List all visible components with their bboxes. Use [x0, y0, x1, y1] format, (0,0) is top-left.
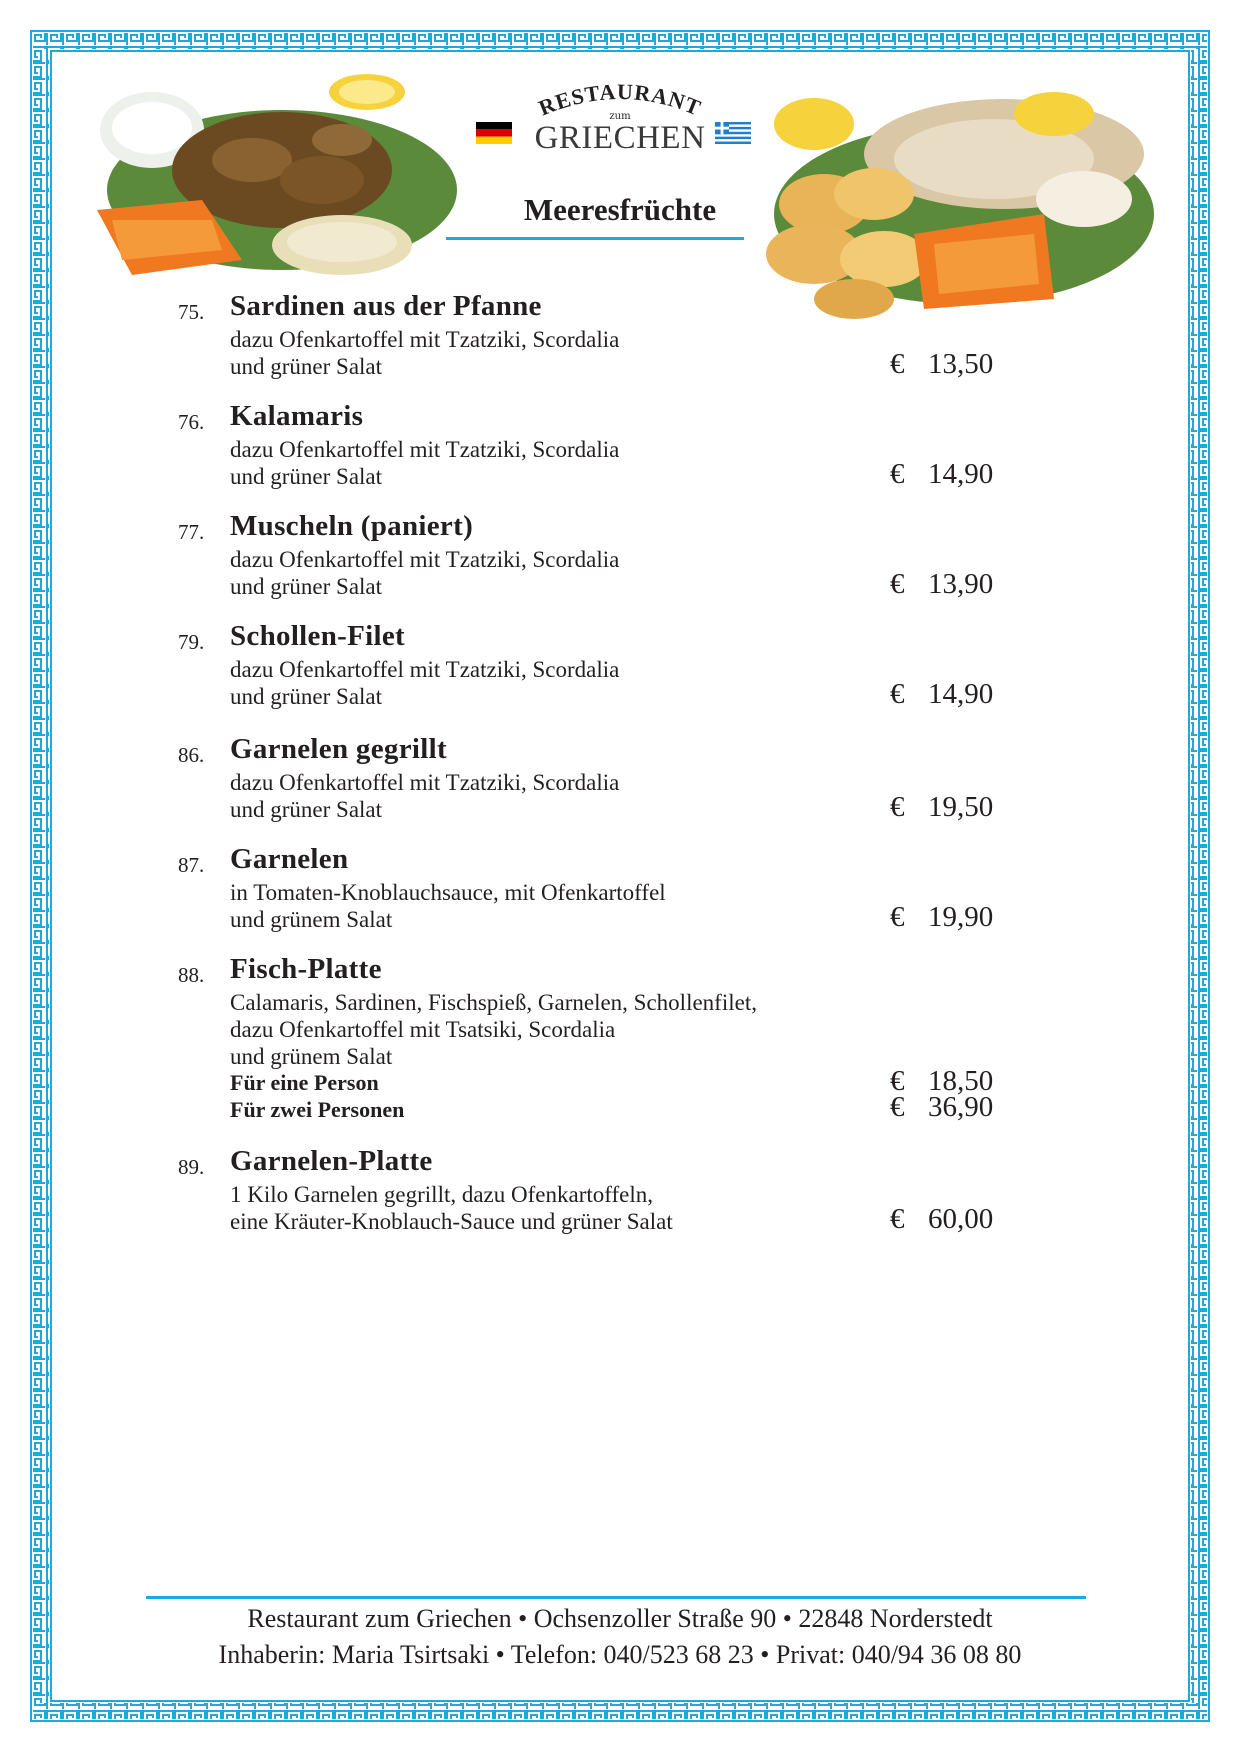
greek-flag-icon	[715, 122, 751, 144]
item-description	[230, 769, 619, 823]
price-value: 36,90	[928, 1091, 994, 1123]
item-name: Sardinen aus der Pfanne	[230, 290, 542, 322]
item-name: Schollen-Filet	[230, 620, 405, 652]
item-description	[230, 326, 619, 380]
svg-text:RESTAURANT: RESTAURANT	[535, 84, 706, 121]
item-description	[230, 989, 757, 1070]
desc-line: eine Kräuter-Knoblauch-Sauce und grüner Salat	[230, 1209, 673, 1234]
desc-line: und grüner Salat	[230, 684, 383, 709]
desc-line: dazu Ofenkartoffel mit Tsatsiki, Scordalia	[230, 1017, 616, 1042]
desc-line: 1 Kilo Garnelen gegrillt, dazu Ofenkartoffeln,	[230, 1182, 654, 1207]
price-value: 14,90	[928, 678, 994, 710]
price-value: 18,50	[928, 1065, 994, 1097]
item-price	[890, 791, 993, 824]
seafood-photo-right	[754, 84, 1154, 324]
price-value: 19,90	[928, 901, 994, 933]
item-number: 75.	[178, 300, 205, 324]
item-price	[890, 458, 993, 491]
item-description	[230, 546, 619, 600]
item-description	[230, 656, 619, 710]
footer-divider	[146, 1596, 1086, 1599]
price-value: 19,50	[928, 791, 994, 823]
item-description	[230, 1181, 673, 1235]
item-number: 76.	[178, 410, 205, 434]
desc-line: dazu Ofenkartoffel mit Tzatziki, Scordalia	[230, 547, 620, 572]
item-description	[230, 436, 619, 490]
german-flag-icon	[476, 122, 512, 144]
item-price	[890, 1203, 993, 1236]
item-number: 77.	[178, 520, 205, 544]
logo-zum: zum	[609, 111, 631, 122]
desc-line: dazu Ofenkartoffel mit Tzatziki, Scordalia	[230, 437, 620, 462]
euro-sign: €	[890, 568, 905, 600]
footer-address: Restaurant zum Griechen • Ochsenzoller Straße 90 • 22848 Norderstedt	[247, 1604, 993, 1633]
euro-sign: €	[890, 678, 905, 710]
item-description	[230, 879, 666, 933]
euro-sign: €	[890, 458, 905, 490]
footer-contact: Inhaberin: Maria Tsirtsaki • Telefon: 040/523 68 23 • Privat: 040/94 36 08 80	[218, 1640, 1022, 1669]
desc-line: Calamaris, Sardinen, Fischspieß, Garnelen, Schollenfilet,	[230, 990, 757, 1015]
desc-line: und grüner Salat	[230, 574, 383, 599]
desc-line: und grüner Salat	[230, 464, 383, 489]
title-divider	[446, 237, 744, 240]
euro-sign: €	[890, 791, 905, 823]
desc-line: dazu Ofenkartoffel mit Tzatziki, Scordalia	[230, 657, 620, 682]
option-price	[890, 1091, 993, 1124]
euro-sign: €	[890, 348, 905, 380]
euro-sign: €	[890, 1203, 905, 1235]
desc-line: und grünem Salat	[230, 907, 393, 932]
desc-line: und grüner Salat	[230, 354, 383, 379]
desc-line: dazu Ofenkartoffel mit Tzatziki, Scordalia	[230, 327, 620, 352]
item-name: Kalamaris	[230, 400, 364, 432]
item-number: 87.	[178, 853, 205, 877]
euro-sign: €	[890, 1065, 905, 1097]
item-price	[890, 348, 993, 381]
option-label: Für eine Person	[230, 1070, 379, 1095]
price-value: 14,90	[928, 458, 994, 490]
desc-line: und grüner Salat	[230, 797, 383, 822]
item-price	[890, 678, 993, 711]
euro-sign: €	[890, 1091, 905, 1123]
price-value: 13,90	[928, 568, 994, 600]
item-price	[890, 568, 993, 601]
item-number: 89.	[178, 1155, 205, 1179]
seafood-photo-left	[92, 70, 462, 290]
section-title: Meeresfrüchte	[523, 192, 717, 227]
desc-line: und grünem Salat	[230, 1044, 393, 1069]
item-number: 79.	[178, 630, 205, 654]
desc-line: in Tomaten-Knoblauchsauce, mit Ofenkartoffel	[230, 880, 666, 905]
option-label: Für zwei Personen	[230, 1097, 405, 1122]
item-price	[890, 901, 993, 934]
euro-sign: €	[890, 901, 905, 933]
item-number: 88.	[178, 963, 205, 987]
price-value: 13,50	[928, 348, 994, 380]
item-name: Garnelen gegrillt	[230, 733, 447, 765]
price-value: 60,00	[928, 1203, 994, 1235]
item-name: Garnelen-Platte	[230, 1145, 433, 1177]
item-name: Fisch-Platte	[230, 953, 382, 985]
logo-name: GRIECHEN	[534, 120, 706, 156]
item-name: Muscheln (paniert)	[230, 510, 474, 542]
item-name: Garnelen	[230, 843, 349, 875]
item-number: 86.	[178, 743, 205, 767]
desc-line: dazu Ofenkartoffel mit Tzatziki, Scordalia	[230, 770, 620, 795]
